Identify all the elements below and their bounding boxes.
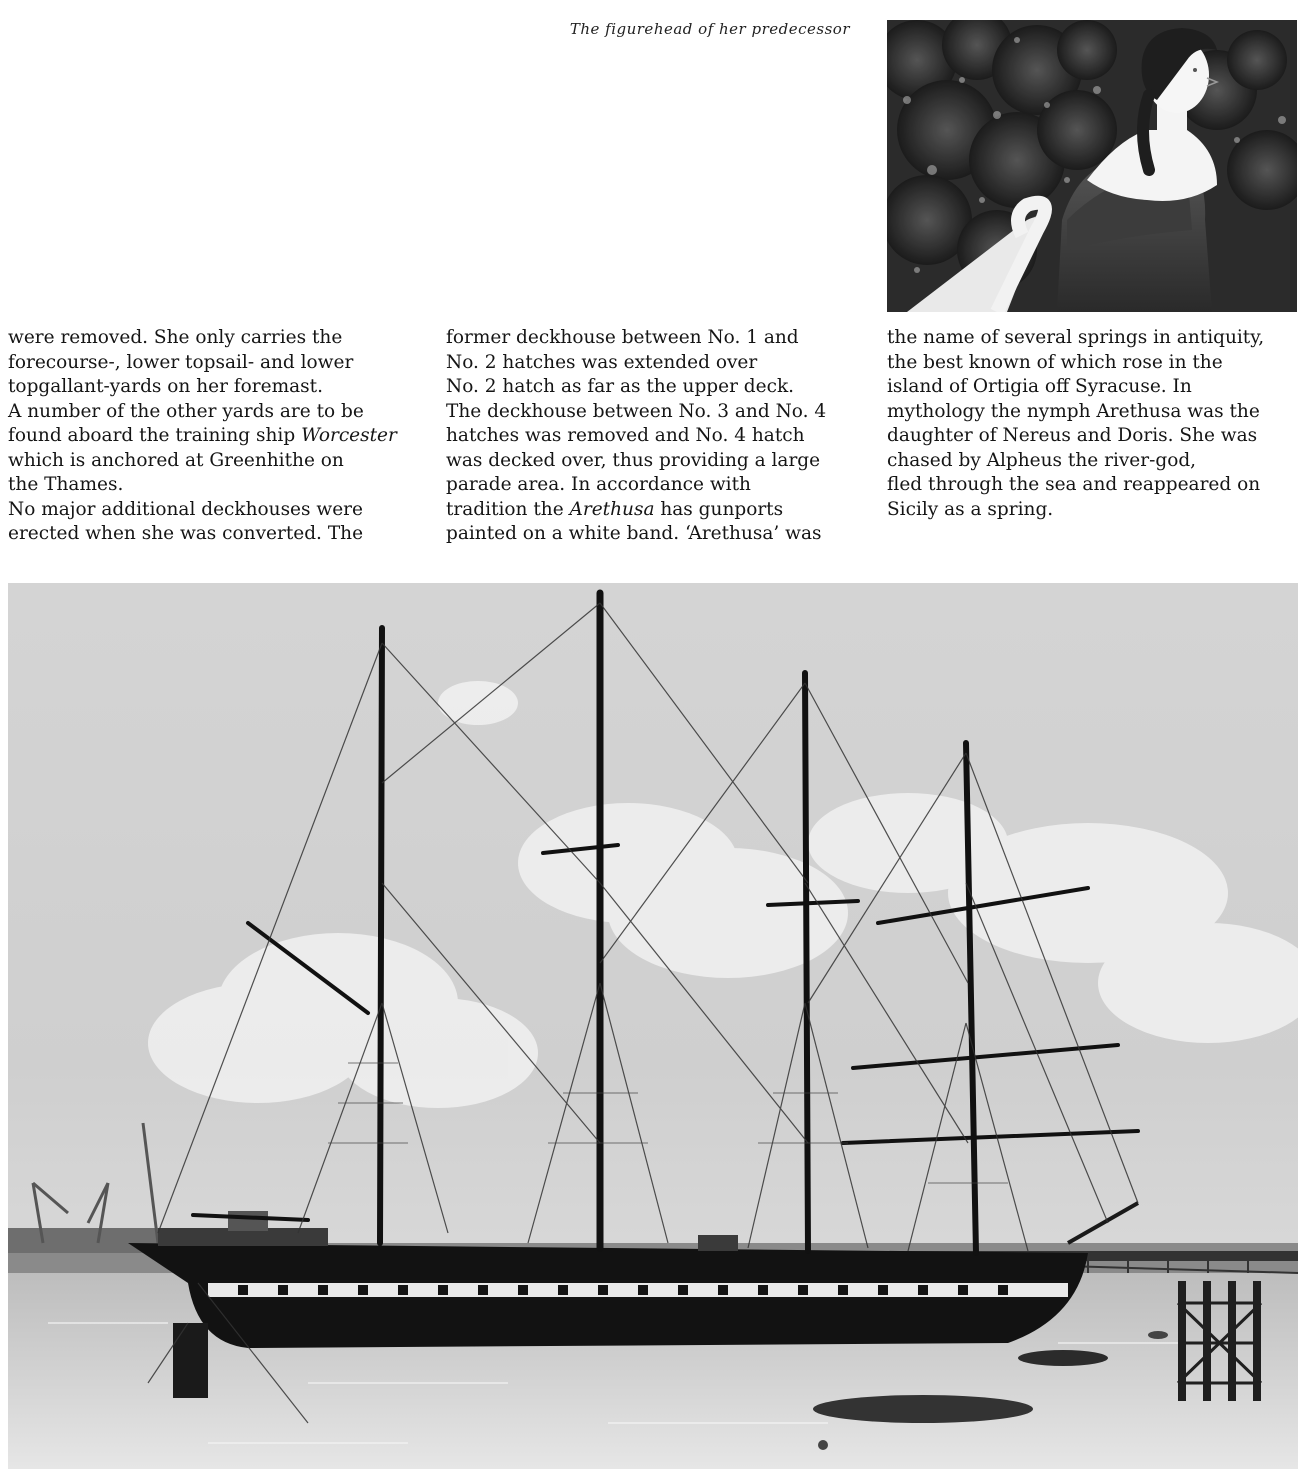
text-line-end: has gunports [654,498,784,520]
figurehead-photo [887,20,1297,312]
text-line: which is anchored at Greenhithe on [8,449,344,471]
text-line: mythology the nymph Arethusa was the [887,400,1260,422]
ship-name-italic: Worcester [301,425,397,446]
text-column-1 [8,326,428,547]
text-line: chased by Alpheus the river-god, [887,449,1197,471]
text-line: island of Ortigia off Syracuse. In [887,376,1192,397]
text-line [8,424,428,449]
ship-photo [8,583,1298,1469]
text-column-3 [887,326,1302,522]
text-line: the Thames. [8,474,124,495]
text-line: former deckhouse between No. 1 and [446,327,799,348]
text-line: Sicily as a spring. [887,498,1054,520]
text-line: No major additional deckhouses were [8,498,363,520]
text-line [446,498,866,523]
text-column-2 [446,326,866,547]
text-line: A number of the other yards are to be [8,400,364,422]
text-line: The deckhouse between No. 3 and No. 4 [446,400,827,422]
text-line: was decked over, thus providing a large [446,449,821,471]
text-line: No. 2 hatches was extended over [446,351,758,373]
text-line: No. 2 hatch as far as the upper deck. [446,376,795,397]
text-line: topgallant-yards on her foremast. [8,376,323,397]
text-line: hatches was removed and No. 4 hatch [446,425,805,446]
text-line-start: found aboard the training ship [8,425,302,446]
text-line: daughter of Nereus and Doris. She was [887,425,1258,446]
ship-name-italic: Arethusa [569,498,655,520]
text-line: fled through the sea and reappeared on [887,474,1261,495]
text-line-start: tradition the [446,498,570,520]
text-line: painted on a white band. ‘Arethusa’ was [446,523,822,544]
text-line: forecourse-, lower topsail- and lower [8,351,354,373]
photo-caption: The figurehead of her predecessor [569,20,850,38]
text-line: erected when she was converted. The [8,523,364,544]
text-line: were removed. She only carries the [8,327,343,348]
text-line: the best known of which rose in the [887,351,1223,373]
text-line: the name of several springs in antiquity, [887,327,1265,348]
text-line: parade area. In accordance with [446,474,751,495]
